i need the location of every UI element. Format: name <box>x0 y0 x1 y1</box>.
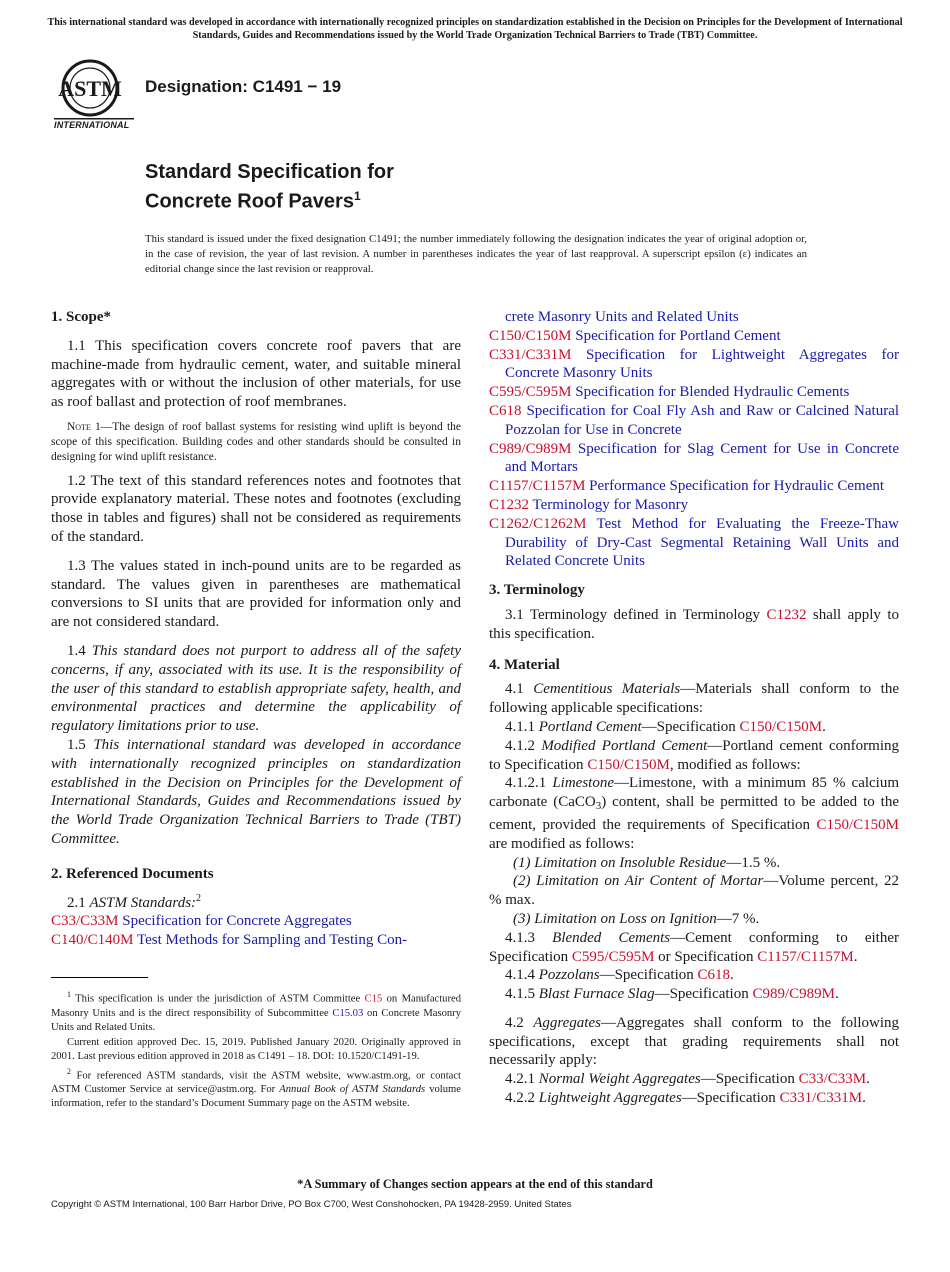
title-line-1: Standard Specification for <box>145 161 394 183</box>
link-c150-c[interactable]: C150/C150M <box>816 816 899 833</box>
ref-link-c331[interactable]: C331/C331M Specification for Lightweight Aggregates for Concrete Masonry Units <box>489 346 900 382</box>
ref-link-c1262[interactable]: C1262/C1262M Test Method for Evaluating the Freeze-Thaw Durability of Dry-Cast Segmental Retaining Wall Units and Related Concrete Units <box>489 515 899 570</box>
link-c150-b[interactable]: C150/C150M <box>587 756 670 773</box>
para-4-1-4: 4.1.4 Pozzolans—Specification C618. <box>505 967 734 984</box>
section-4-heading: 4. Material <box>489 656 560 673</box>
copyright: Copyright © ASTM International, 100 Barr Harbor Drive, PO Box C700, West Conshohocken, PA 19428-2959. United States <box>51 1199 572 1210</box>
logo-subtitle: INTERNATIONAL <box>54 120 130 130</box>
astm-logo <box>52 58 136 132</box>
document-title <box>145 160 394 214</box>
para-3-1: 3.1 Terminology defined in Terminology C1232 shall apply to this specification. <box>489 606 899 642</box>
right-column <box>489 308 899 1108</box>
fn-link-c15-03[interactable]: C15.03 <box>332 1007 364 1019</box>
para-1-1: 1.1 This specification covers concrete roof pavers that are machine-made from hydraulic cement, water, and suitable mineral aggregates with or without the inclusion of other materials, for use as roof ballast and protection of roof membranes. <box>51 337 461 411</box>
ref-link-c989[interactable]: C989/C989M Specification for Slag Cement for Use in Concrete and Mortars <box>489 440 900 476</box>
para-4-2-1: 4.2.1 Normal Weight Aggregates—Specification C33/C33M. <box>505 1071 870 1088</box>
link-c595[interactable]: C595/C595M <box>571 948 655 965</box>
svg-text:ASTM: ASTM <box>58 76 122 101</box>
link-c331[interactable]: C331/C331M <box>779 1090 863 1107</box>
link-c1232[interactable]: C1232 <box>766 606 807 623</box>
link-c33[interactable]: C33/C33M <box>798 1071 867 1088</box>
note-label: Note <box>67 420 91 433</box>
left-column <box>51 308 461 950</box>
ref-link-c140[interactable]: C140/C140M Test Methods for Sampling and Testing Con- <box>51 932 408 949</box>
fn-link-c15[interactable]: C15 <box>364 993 383 1005</box>
para-1-5: 1.5 This international standard was developed in accordance with internationally recognized principles on standardization established in the Decision on Principles for the Development of International Standards, Guides and Recommendations issued by the World Trade Organization Technical Barriers to Trade (TBT) Committee. <box>51 736 462 847</box>
footnotes <box>51 988 461 1112</box>
link-c618[interactable]: C618 <box>697 967 730 984</box>
limitation-1: (1) Limitation on Insoluble Residue—1.5 %. <box>513 854 781 871</box>
ref-link-c150[interactable]: C150/C150M Specification for Portland Cement <box>489 327 781 344</box>
footnote-1-approval: Current edition approved Dec. 15, 2019. Published January 2020. Originally approved in 2001. Last previous edition approved in 2018 as C1491 – 18. DOI: 10.1520/C1491-19. <box>51 1036 461 1062</box>
limitation-3: (3) Limitation on Loss on Ignition—7 %. <box>513 910 760 927</box>
ref-link-c33[interactable]: C33/C33M Specification for Concrete Aggregates <box>51 913 352 930</box>
ref-link-c595[interactable]: C595/C595M Specification for Blended Hydraulic Cements <box>489 384 850 401</box>
preamble: This standard is issued under the fixed designation C1491; the number immediately following the designation indicates the year of original adoption or, in the case of revision, the year of last revision. A number in parentheses indicates the year of last reapproval. A superscript epsilon (ε) indicates an editorial change since the last revision or reapproval. <box>145 233 807 275</box>
limitation-2: (2) Limitation on Air Content of Mortar—Volume percent, 22 % max. <box>489 873 899 909</box>
para-1-3: 1.3 The values stated in inch-pound units are to be regarded as standard. The values given in parentheses are mathematical conversions to SI units that are provided for information only and are not considered standard. <box>51 557 461 631</box>
footnote-2: $^2$ For referenced ASTM standards, visit the ASTM website, www.astm.org, or contact ASTM Customer Service at service@astm.org. For Annual Book of ASTM Standards volume information, refer to the standard’s Document Summary page on the ASTM website. <box>51 1066 461 1110</box>
footnote-1: $^1$ This specification is under the jurisdiction of ASTM Committee C15 on Manufactured Masonry Units and is the direct responsibility of Subcommittee C15.03 on Concrete Masonry Units and Related Units. <box>51 990 461 1033</box>
ref-link-c1157[interactable]: C1157/C1157M Performance Specification for Hydraulic Cement <box>489 478 885 495</box>
note-text: 1—The design of roof ballast systems for resisting wind uplift is beyond the scope of this specification. Building codes and other standards should be consulted in designing for wind uplift resistance. <box>51 420 461 464</box>
para-1-4: 1.4 This standard does not purport to address all of the safety concerns, if any, associated with its use. It is the responsibility of the user of this standard to establish appropriate safety, health, and environmental practices and determine the applicability of regulatory limitations prior to use. <box>51 642 462 735</box>
para-4-1-1: 4.1.1 Portland Cement—Specification C150/C150M. <box>505 718 826 735</box>
para-2-1: 2.1 ASTM Standards:$^2$ <box>67 892 202 911</box>
para-4-1-3: 4.1.3 Blended Cements—Cement conforming to either Specification C595/C595M or Specification C1157/C1157M. <box>489 929 900 965</box>
para-4-2-2: 4.2.2 Lightweight Aggregates—Specification C331/C331M. <box>505 1090 866 1107</box>
section-2-heading: 2. Referenced Documents <box>51 865 214 882</box>
para-1-2: 1.2 The text of this standard references notes and footnotes that provide explanatory material. These notes and footnotes (excluding those in tables and figures) shall not be considered as requirements of the standard. <box>51 472 461 545</box>
link-c150-a[interactable]: C150/C150M <box>739 718 823 735</box>
para-4-1-2-1: 4.1.2.1 Limestone—Limestone, with a minimum 85 % calcium carbonate (CaCO$_3$) content, shall be permitted to be added to the cement, provided the requirements of Specification C150/C150M are modified as follows: <box>489 775 900 852</box>
designation: Designation: C1491 − 19 <box>145 77 342 96</box>
para-4-1: 4.1 Cementitious Materials—Materials shall conform to the following applicable specifications: <box>489 681 899 717</box>
ref-link-c1232[interactable]: C1232 Terminology for Masonry <box>489 496 689 513</box>
link-c989[interactable]: C989/C989M <box>752 986 835 1003</box>
summary-of-changes-note: *A Summary of Changes section appears at the end of this standard <box>297 1177 653 1191</box>
section-3-heading: 3. Terminology <box>489 582 585 599</box>
para-4-1-2: 4.1.2 Modified Portland Cement—Portland cement conforming to Specification C150/C150M, modified as follows: <box>489 737 899 773</box>
ref-link-c618[interactable]: C618 Specification for Coal Fly Ash and Raw or Calcined Natural Pozzolan for Use in Concrete <box>489 402 900 438</box>
header-notice: This international standard was developed in accordance with internationally recognized principles on standardization established in the Decision on Principles for the Development of International Standards, Guides and Recommendations issued by the World Trade Organization Technical Barriers to Trade (TBT) Committee. <box>47 17 903 41</box>
note-1 <box>51 420 461 466</box>
ref-c140-continued[interactable]: crete Masonry Units and Related Units <box>505 309 739 325</box>
section-1-heading: 1. Scope* <box>51 309 111 325</box>
title-footnote-mark: 1 <box>353 189 361 203</box>
para-4-2: 4.2 Aggregates—Aggregates shall conform to the following specifications, except that grading requirements shall not necessarily apply: <box>489 1014 899 1069</box>
link-c1157[interactable]: C1157/C1157M <box>757 948 854 965</box>
title-line-2: Concrete Roof Pavers <box>145 190 354 213</box>
footnote-rule <box>51 977 148 978</box>
para-4-1-5: 4.1.5 Blast Furnace Slag—Specification C989/C989M. <box>505 986 839 1003</box>
